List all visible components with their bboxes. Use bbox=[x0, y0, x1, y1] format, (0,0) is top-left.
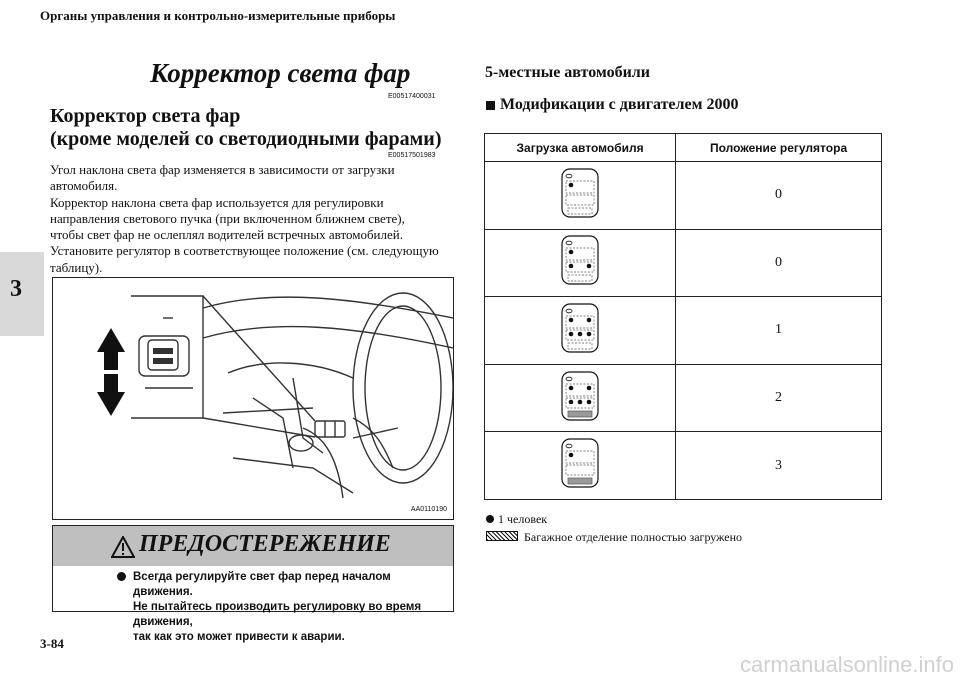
page-number: 3-84 bbox=[40, 636, 64, 651]
legend-trunk-text: Багажное отделение полностью загружено bbox=[524, 530, 743, 544]
legend-person bbox=[486, 512, 547, 527]
position-cell: 0 bbox=[676, 162, 882, 230]
dashboard-drawing bbox=[53, 278, 453, 519]
position-cell: 1 bbox=[676, 297, 882, 365]
legend-person-text: 1 человек bbox=[498, 512, 548, 526]
position-cell: 3 bbox=[676, 432, 882, 500]
square-bullet bbox=[486, 101, 495, 110]
vehicle-heading: 5-местные автомобили bbox=[485, 64, 650, 81]
car-topview-icon bbox=[560, 167, 600, 219]
section-title: Корректор света фар bbox=[150, 58, 411, 88]
subsection-title-line2: (кроме моделей со светодиодными фарами) bbox=[50, 128, 442, 150]
legend-trunk bbox=[486, 530, 742, 545]
body-text bbox=[50, 162, 460, 276]
body-line: Угол наклона света фар изменяется в зависимости от загрузки bbox=[50, 162, 395, 177]
position-cell: 2 bbox=[676, 364, 882, 432]
table-header-row bbox=[485, 134, 882, 162]
warning-line: Не пытайтесь производить регулировку во время движения, bbox=[133, 601, 422, 628]
load-cell bbox=[485, 364, 676, 432]
figure-code: AA0110190 bbox=[410, 506, 447, 513]
table-row bbox=[485, 162, 882, 230]
load-table bbox=[484, 133, 882, 500]
section-code: E00517400031 bbox=[388, 93, 436, 100]
position-cell: 0 bbox=[676, 229, 882, 297]
header-load: Загрузка автомобиля bbox=[485, 134, 676, 162]
table-row bbox=[485, 364, 882, 432]
body-line: Корректор наклона света фар используется для регулировки bbox=[50, 194, 384, 210]
header-position: Положение регулятора bbox=[676, 134, 882, 162]
warning-text bbox=[133, 570, 451, 645]
table-row bbox=[485, 229, 882, 297]
subsection-code: E00517501983 bbox=[388, 152, 436, 159]
warning-box bbox=[52, 525, 454, 643]
page-header: Органы управления и контрольно-измерительные приборы bbox=[40, 8, 396, 23]
engine-heading: Модификации с двигателем 2000 bbox=[500, 96, 739, 113]
car-topview-icon bbox=[560, 302, 600, 354]
load-cell bbox=[485, 432, 676, 500]
subsection-title-line1: Корректор света фар bbox=[50, 105, 241, 127]
watermark: carmanualsonline.info bbox=[739, 652, 954, 677]
warning-icon bbox=[111, 536, 135, 558]
load-cell bbox=[485, 297, 676, 365]
warning-title: ПРЕДОСТЕРЕЖЕНИЕ bbox=[139, 531, 391, 557]
warning-line: так как это может привести к аварии. bbox=[133, 631, 345, 643]
table-row bbox=[485, 297, 882, 365]
chapter-tab bbox=[0, 252, 44, 336]
body-line: Установите регулятор в соответствующее положение (см. следующую bbox=[50, 243, 439, 259]
load-cell bbox=[485, 162, 676, 230]
chapter-number: 3 bbox=[10, 276, 22, 302]
warning-bullet bbox=[117, 572, 126, 581]
warning-line: Всегда регулируйте свет фар перед началом движения. bbox=[133, 571, 391, 598]
person-dot-icon bbox=[486, 515, 494, 523]
table-row bbox=[485, 432, 882, 500]
body-line: направления светового пучка (при включенном ближнем свете), bbox=[50, 210, 405, 226]
body-line: чтобы свет фар не ослеплял водителей встречных автомобилей. bbox=[50, 227, 403, 243]
dashboard-illustration bbox=[52, 277, 454, 520]
trunk-hatch-icon bbox=[486, 531, 518, 541]
car-topview-icon bbox=[560, 234, 600, 286]
car-topview-icon bbox=[560, 370, 600, 422]
car-topview-icon bbox=[560, 437, 600, 489]
body-line: автомобиля. bbox=[50, 178, 118, 194]
body-line: таблицу). bbox=[50, 259, 103, 275]
load-cell bbox=[485, 229, 676, 297]
